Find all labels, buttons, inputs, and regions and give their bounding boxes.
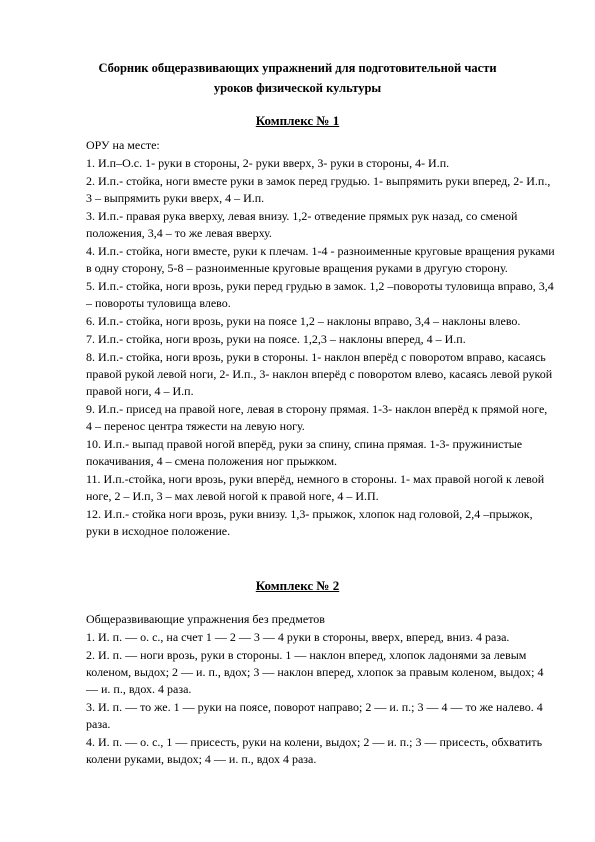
complex1-item: 2. И.п.- стойка, ноги вместе руки в замок перед грудью. 1- выпрямить руки вперед, 2- И.п., 3 – выпрямить руки вверх, 4 – И.п. — [86, 174, 551, 205]
complex2-item: 2. И. п. — ноги врозь, руки в стороны. 1 — наклон вперед, хлопок ладонями за левым коленом, выдох; 2 — и. п., вдох; 3 — наклон вперед, хлопок за правым коленом, выдох; 4 — и. п., вдох. 4 раза. — [86, 648, 544, 696]
complex1-item: 9. И.п.- присед на правой ноге, левая в сторону прямая. 1-3- наклон вперёд к прямой ноге, 4 – перенос центра тяжести на левую ногу. — [86, 402, 548, 433]
complex1-heading: Комплекс № 1 — [255, 113, 340, 128]
complex2-heading: Комплекс № 2 — [255, 578, 340, 593]
complex1-item: 3. И.п.- правая рука вверху, левая внизу. 1,2- отведение прямых рук назад, со сменой положения, 3,4 – то же левая вверху. — [86, 209, 518, 240]
complex2-intro: Общеразвивающие упражнения без предметов — [86, 612, 325, 626]
complex2-item: 4. И. п. — о. с., 1 — присесть, руки на колени, выдох; 2 — и. п.; 3 — присесть, обхватить колени руками, выдох; 4 — и. п., вдох 4 раза. — [86, 735, 543, 766]
complex1-item: 12. И.п.- стойка ноги врозь, руки внизу. 1,3- прыжок, хлопок над головой, 2,4 –прыжок, руки в исходное положение. — [86, 507, 533, 538]
complex2-section — [86, 612, 556, 769]
complex2-item: 1. И. п. — о. с., на счет 1 — 2 — 3 — 4 руки в стороны, вверх, вперед, вниз. 4 раза. — [86, 630, 510, 644]
complex1-section — [86, 138, 556, 541]
document-title-line2: уроков физической культуры — [213, 81, 382, 95]
complex1-intro: ОРУ на месте: — [86, 138, 160, 152]
complex1-item: 8. И.п.- стойка, ноги врозь, руки в стороны. 1- наклон вперёд с поворотом вправо, касаясь правой рукой левой ноги, 2- И.п., 3- наклон вперёд с поворотом влево, касаясь левой рукой правой ноги, 4 – И.п. — [86, 350, 553, 398]
complex1-item: 1. И.п–О.с. 1- руки в стороны, 2- руки вверх, 3- руки в стороны, 4- И.п. — [86, 156, 450, 170]
complex1-item: 6. И.п.- стойка, ноги врозь, руки на поясе 1,2 – наклоны вправо, 3,4 – наклоны влево. — [86, 314, 521, 328]
document-title-line1: Сборник общеразвивающих упражнений для подготовительной части — [98, 61, 497, 75]
complex2-item: 3. И. п. — то же. 1 — руки на поясе, поворот направо; 2 — и. п.; 3 — 4 — то же налево. 4 раза. — [86, 700, 543, 731]
complex1-item: 10. И.п.- выпад правой ногой вперёд, руки за спину, спина прямая. 1-3- пружинистые покачивания, 4 – смена положения ног прыжком. — [86, 437, 523, 468]
complex1-item: 4. И.п.- стойка, ноги вместе, руки к плечам. 1-4 - разноименные круговые вращения руками в одну сторону, 5-8 – разноименные круговые вращения руками в другую сторону. — [86, 244, 555, 275]
complex1-item: 11. И.п.-стойка, ноги врозь, руки вперёд, немного в стороны. 1- мах правой ногой к левой ноге, 2 – И.п, 3 – мах левой ногой к правой ноге, 4 – И.П. — [86, 472, 545, 503]
complex1-item: 5. И.п.- стойка, ноги врозь, руки перед грудью в замок. 1,2 –повороты туловища вправо, 3,4 – повороты туловища влево. — [86, 279, 554, 310]
complex1-item: 7. И.п.- стойка, ноги врозь, руки на поясе. 1,2,3 – наклоны вперед, 4 – И.п. — [86, 332, 466, 346]
